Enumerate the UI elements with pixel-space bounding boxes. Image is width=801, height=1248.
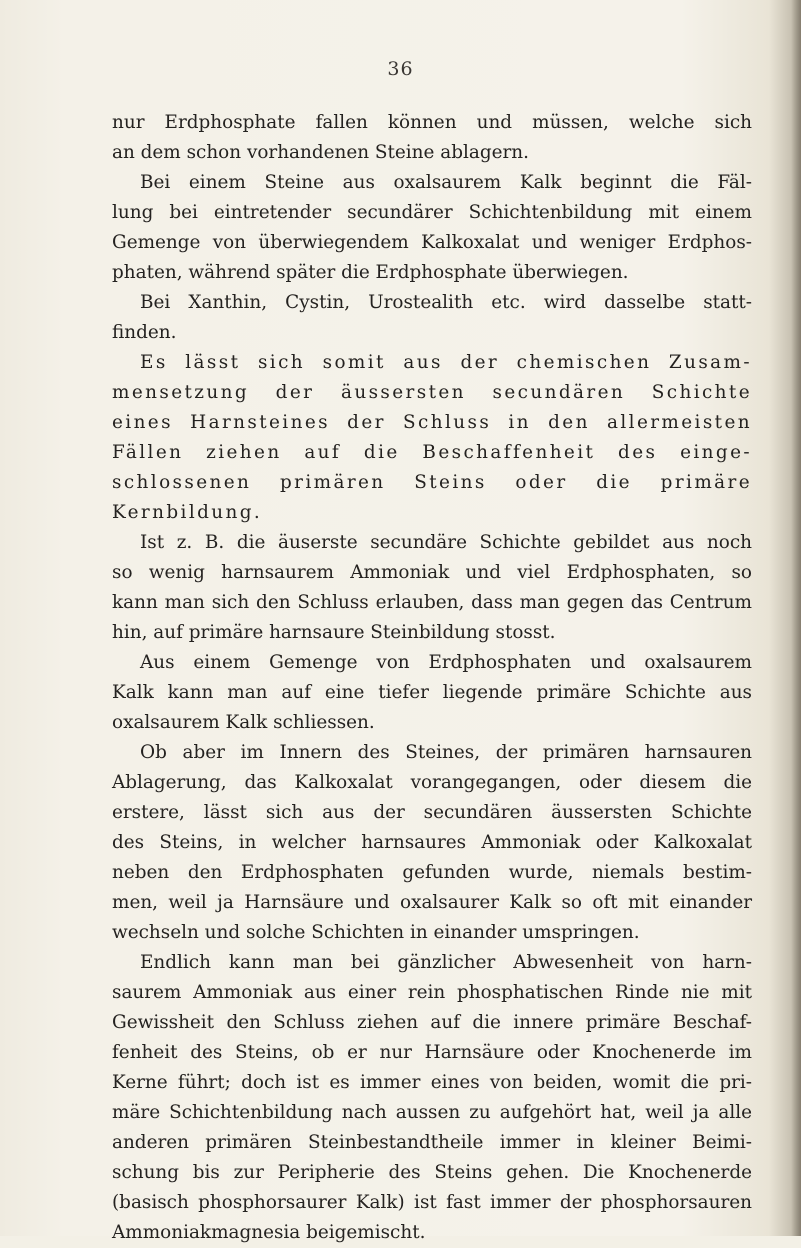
text-line: men, weil ja Harnsäure und oxalsaurer Kalk so oft mit einander: [112, 892, 752, 913]
text-line: Es lässt sich somit aus der chemischen Zusam-: [140, 352, 752, 373]
text-line: eines Harnsteines der Schluss in den allermeisten: [112, 412, 752, 433]
text-line: (basisch phosphorsaurer Kalk) ist fast immer der phosphorsauren: [112, 1192, 752, 1213]
text-line: kann man sich den Schluss erlauben, dass man gegen das Centrum: [112, 592, 752, 613]
text-line: Ablagerung, das Kalkoxalat vorangegangen, oder diesem die: [112, 772, 752, 793]
text-line: Gemenge von überwiegendem Kalkoxalat und weniger Erdphos-: [112, 232, 752, 253]
text-line: lung bei eintretender secundärer Schichtenbildung mit einem: [112, 202, 752, 223]
text-line: Bei Xanthin, Cystin, Urostealith etc. wird dasselbe statt-: [140, 292, 752, 313]
text-line: Fällen ziehen auf die Beschaffenheit des einge-: [112, 442, 752, 463]
text-line: anderen primären Steinbestandtheile immer in kleiner Beimi-: [112, 1132, 752, 1153]
text-line: wechseln und solche Schichten in einander umspringen.: [112, 922, 640, 943]
text-line: märe Schichtenbildung nach aussen zu aufgehört hat, weil ja alle: [112, 1102, 752, 1123]
text-line: mensetzung der äussersten secundären Schichte: [112, 382, 752, 403]
text-line: Aus einem Gemenge von Erdphosphaten und oxalsaurem: [140, 652, 752, 673]
text-line: Ist z. B. die äuserste secundäre Schichte gebildet aus noch: [140, 532, 752, 553]
text-line: Gewissheit den Schluss ziehen auf die innere primäre Beschaf-: [112, 1012, 752, 1033]
body-text: [112, 108, 752, 1248]
text-line: Endlich kann man bei gänzlicher Abwesenheit von harn-: [140, 952, 752, 973]
text-line: phaten, während später die Erdphosphate überwiegen.: [112, 262, 629, 283]
text-line: neben den Erdphosphaten gefunden wurde, niemals bestim-: [112, 862, 752, 883]
text-line: schung bis zur Peripherie des Steins gehen. Die Knochenerde: [112, 1162, 752, 1183]
page-edge-shadow: [791, 0, 801, 1236]
text-line: an dem schon vorhandenen Steine ablagern.: [112, 142, 529, 163]
text-line: erstere, lässt sich aus der secundären äussersten Schichte: [112, 802, 752, 823]
text-line: Bei einem Steine aus oxalsaurem Kalk beginnt die Fäl-: [140, 172, 752, 193]
text-line: so wenig harnsaurem Ammoniak und viel Erdphosphaten, so: [112, 562, 752, 583]
text-line: des Steins, in welcher harnsaures Ammoniak oder Kalkoxalat: [112, 832, 752, 853]
text-line: schlossenen primären Steins oder die primäre: [112, 472, 752, 493]
text-line: oxalsaurem Kalk schliessen.: [112, 712, 375, 733]
page-number: 36: [387, 58, 414, 80]
text-line: Ob aber im Innern des Steines, der primären harnsauren: [140, 742, 752, 763]
text-line: finden.: [112, 322, 177, 343]
text-line: nur Erdphosphate fallen können und müssen, welche sich: [112, 112, 752, 133]
text-line: Kernbildung.: [112, 502, 263, 523]
text-line: Ammoniakmagnesia beigemischt.: [112, 1222, 426, 1243]
text-line: hin, auf primäre harnsaure Steinbildung stosst.: [112, 622, 556, 643]
text-line: Kalk kann man auf eine tiefer liegende primäre Schichte aus: [112, 682, 752, 703]
text-line: fenheit des Steins, ob er nur Harnsäure oder Knochenerde im: [112, 1042, 752, 1063]
text-line: saurem Ammoniak aus einer rein phosphatischen Rinde nie mit: [112, 982, 752, 1003]
text-line: Kerne führt; doch ist es immer eines von beiden, womit die pri-: [112, 1072, 752, 1093]
